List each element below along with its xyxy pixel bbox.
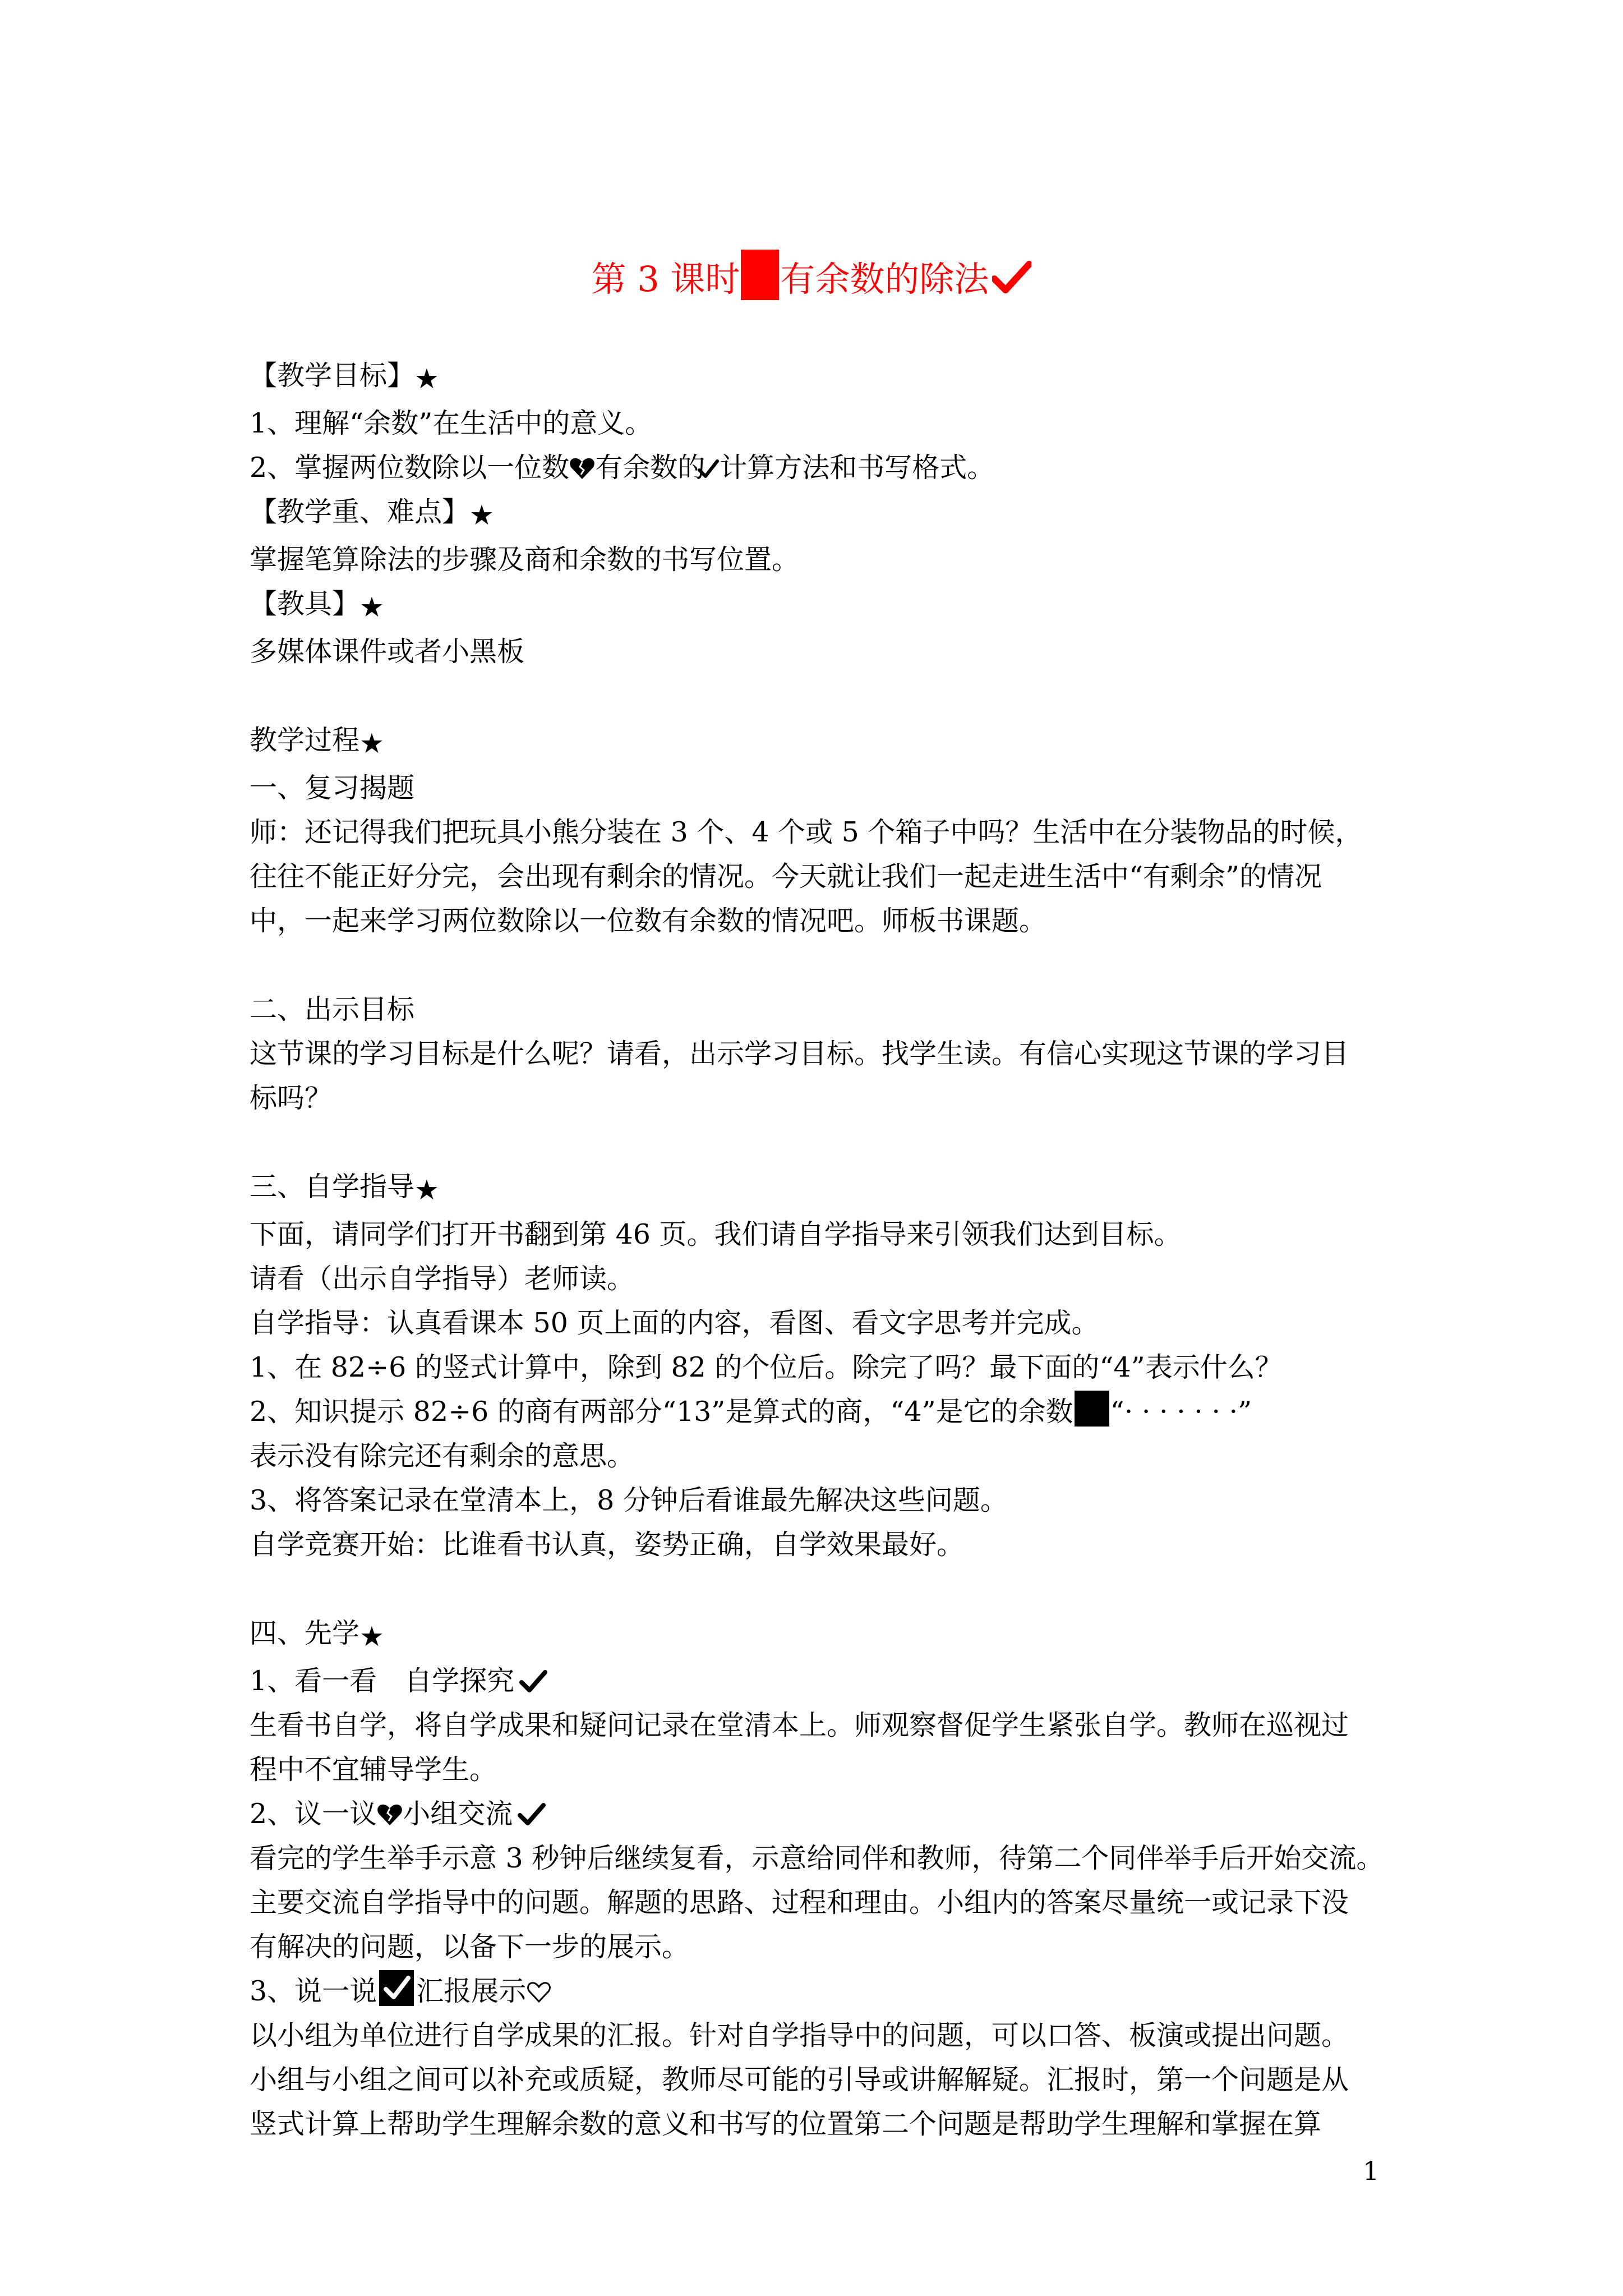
star-icon: ★ — [359, 1621, 384, 1653]
check-icon — [519, 1669, 548, 1694]
paragraph-line: 以小组为单位进行自学成果的汇报。针对自学指导中的问题，可以口答、板演或提出问题。 — [250, 2019, 1349, 2051]
paragraph-line: 3、说一说 汇报展示 — [250, 1969, 1399, 2013]
star-icon: ★ — [359, 728, 384, 760]
section-heading-key-points: 【教学重、难点】★ — [250, 490, 1399, 537]
star-icon: ★ — [414, 363, 439, 395]
paragraph-line: 自学指导：认真看课本 50 页上面的内容，看图、看文字思考并完成。 — [250, 1307, 1099, 1339]
red-block-mark — [741, 250, 779, 300]
paragraph-line: 1、看一看 自学探究 — [250, 1659, 1399, 1703]
paragraph-line: 请看（出示自学指导）老师读。 — [250, 1263, 635, 1295]
paragraph-line: 这节课的学习目标是什么呢？请看，出示学习目标。找学生读。有信心实现这节课的学习目 — [250, 1038, 1349, 1070]
star-icon: ★ — [469, 499, 494, 531]
title-part-2: 有余数的除法 — [780, 259, 989, 300]
paragraph-line: 标吗？ — [250, 1082, 333, 1114]
subheading: 一、复习揭题 — [250, 772, 415, 804]
paragraph-line: 师：还记得我们把玩具小熊分装在 3 个、4 个或 5 个箱子中吗？生活中在分装物品的时候， — [250, 816, 1363, 848]
paragraph-line: 多媒体课件或者小黑板 — [250, 636, 525, 668]
paragraph-line: 往往不能正好分完，会出现有剩余的情况。今天就让我们一起走进生活中“有剩余”的情况 — [250, 861, 1322, 892]
star-icon: ★ — [414, 1174, 439, 1206]
paragraph-line: 生看书自学，将自学成果和疑问记录在堂清本上。师观察督促学生紧张自学。教师在巡视过 — [250, 1709, 1349, 1741]
paragraph-line: 2、掌握两位数除以一位数 有余数的 计算方法和书写格式。 — [250, 452, 995, 484]
paragraph-line: 看完的学生举手示意 3 秒钟后继续复看，示意给同伴和教师，待第二个同伴举手后开始交流。 — [250, 1842, 1384, 1874]
paragraph-line: 3、将答案记录在堂清本上，8 分钟后看谁最先解决这些问题。 — [250, 1484, 1008, 1516]
section-heading-process: 教学过程★ — [250, 718, 1399, 766]
section-heading-objectives: 【教学目标】★ — [250, 353, 1399, 401]
paragraph-line: 掌握笔算除法的步骤及商和余数的书写位置。 — [250, 544, 800, 576]
lesson-title — [0, 250, 1623, 305]
paragraph-line: 主要交流自学指导中的问题。解题的思路、过程和理由。小组内的答案尽量统一或记录下没 — [250, 1887, 1349, 1918]
boxed-check-icon — [379, 1970, 414, 2006]
paragraph-line: 2、议一议 小组交流 — [250, 1792, 1399, 1836]
black-block-mark — [1075, 1391, 1109, 1427]
paragraph-line: 竖式计算上帮助学生理解余数的意义和书写的位置第二个问题是帮助学生理解和掌握在算 — [250, 2108, 1322, 2140]
title-part-1: 第 3 课时 — [591, 259, 740, 300]
page-number: 1 — [1363, 2156, 1380, 2186]
paragraph-line: 有解决的问题，以备下一步的展示。 — [250, 1931, 690, 1963]
subheading: 二、出示目标 — [250, 993, 415, 1025]
section-heading-tools: 【教具】★ — [250, 582, 1399, 629]
subheading: 三、自学指导★ — [250, 1165, 1399, 1212]
paragraph-line: 自学竞赛开始：比谁看书认真，姿势正确，自学效果最好。 — [250, 1529, 965, 1561]
check-icon — [517, 1802, 546, 1826]
broken-heart-icon — [377, 1803, 403, 1826]
check-icon — [697, 458, 720, 480]
paragraph-line: 程中不宜辅导学生。 — [250, 1754, 497, 1786]
document-body — [250, 353, 1399, 2146]
paragraph-line: 下面，请同学们打开书翻到第 46 页。我们请自学指导来引领我们达到目标。 — [250, 1218, 1182, 1250]
star-icon: ★ — [359, 591, 384, 623]
subheading: 四、先学★ — [250, 1611, 1399, 1659]
check-icon — [992, 261, 1031, 295]
heart-outline-icon — [526, 1980, 552, 2004]
broken-heart-icon — [569, 457, 595, 480]
paragraph-line: 2、知识提示 82÷6 的商有两部分“13”是算式的商，“4”是它的余数 “· · · · · · ·” — [250, 1389, 1399, 1434]
paragraph-line: 表示没有除完还有剩余的意思。 — [250, 1440, 635, 1472]
paragraph-line: 中，一起来学习两位数除以一位数有余数的情况吧。师板书课题。 — [250, 905, 1047, 937]
paragraph-line: 1、在 82÷6 的竖式计算中，除到 82 的个位后。除完了吗？最下面的“4”表示什么？ — [250, 1351, 1283, 1383]
paragraph-line: 小组与小组之间可以补充或质疑，教师尽可能的引导或讲解解疑。汇报时，第一个问题是从 — [250, 2064, 1349, 2096]
paragraph-line: 1、理解“余数”在生活中的意义。 — [250, 407, 653, 439]
